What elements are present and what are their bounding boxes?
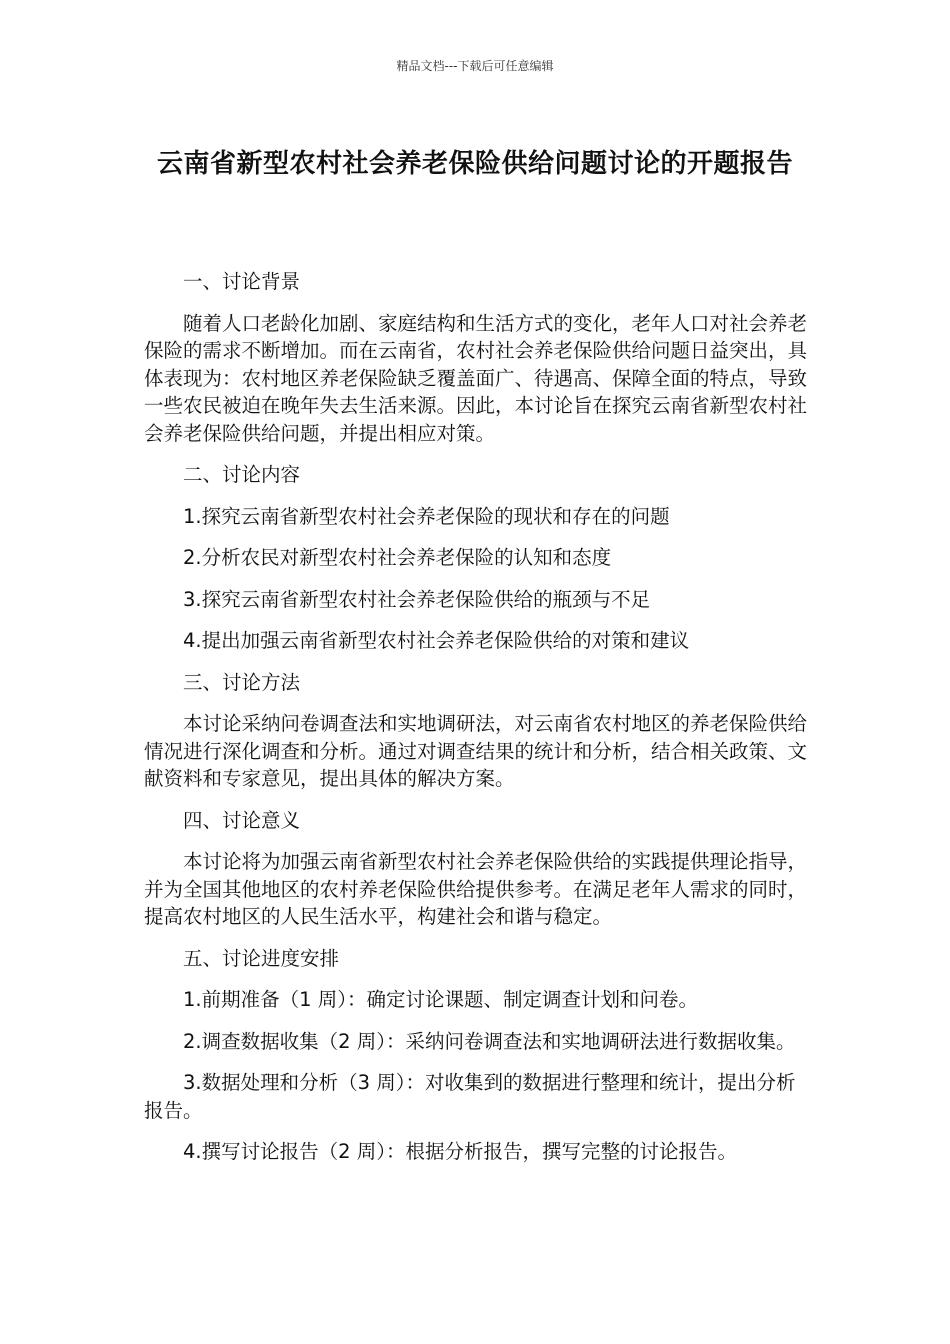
content-item: 4.提出加强云南省新型农村社会养老保险供给的对策和建议 <box>183 629 690 652</box>
schedule-item: 2.调查数据收集（2 周）：采纳问卷调查法和实地调研法进行数据收集。 <box>183 1029 796 1053</box>
document-title: 云南省新型农村社会养老保险供给问题讨论的开题报告 <box>156 149 793 179</box>
schedule-item: 3.数据处理和分析（3 周）：对收集到的数据进行整理和统计，提出分析报告。 <box>144 1071 796 1122</box>
background-paragraph: 随着人口老龄化加剧、家庭结构和生活方式的变化，老年人口对社会养老保险的需求不断增加。而在云南省，农村社会养老保险供给问题日益突出，具体表现为：农村地区养老保险缺乏覆盖面广、待遇高、保障全面的特点，导致一些农民被迫在晚年失去生活来源。因此，本讨论旨在探究云南省新型农村社会养老保险供给问题，并提出相应对策。 <box>144 311 808 445</box>
method-paragraph: 本讨论采纳问卷调查法和实地调研法，对云南省农村地区的养老保险供给情况进行深化调查和分析。通过对调查结果的统计和分析，结合相关政策、文献资料和专家意见，提出具体的解决方案。 <box>144 712 808 790</box>
schedule-item: 1.前期准备（1 周）：确定讨论课题、制定调查计划和问卷。 <box>183 988 698 1011</box>
document-body <box>144 268 808 1180</box>
content-item: 1.探究云南省新型农村社会养老保险的现状和存在的问题 <box>183 504 670 528</box>
significance-paragraph: 本讨论将为加强云南省新型农村社会养老保险供给的实践提供理论指导，并为全国其他地区的农村养老保险供给提供参考。在满足老年人需求的同时，提高农村地区的人民生活水平，构建社会和谐与稳定。 <box>144 850 808 928</box>
content-item: 3.探究云南省新型农村社会养老保险供给的瓶颈与不足 <box>183 587 651 611</box>
schedule-item: 4.撰写讨论报告（2 周）：根据分析报告，撰写完整的讨论报告。 <box>183 1140 737 1163</box>
section-heading-significance: 四、讨论意义 <box>183 808 301 832</box>
header-note: 精品文档---下载后可任意编辑 <box>396 59 554 73</box>
section-heading-background: 一、讨论背景 <box>183 270 301 293</box>
content-item: 2.分析农民对新型农村社会养老保险的认知和态度 <box>183 546 612 569</box>
section-heading-content: 二、讨论内容 <box>183 463 301 486</box>
section-heading-method: 三、讨论方法 <box>183 670 301 694</box>
section-heading-schedule: 五、讨论进度安排 <box>183 946 340 970</box>
